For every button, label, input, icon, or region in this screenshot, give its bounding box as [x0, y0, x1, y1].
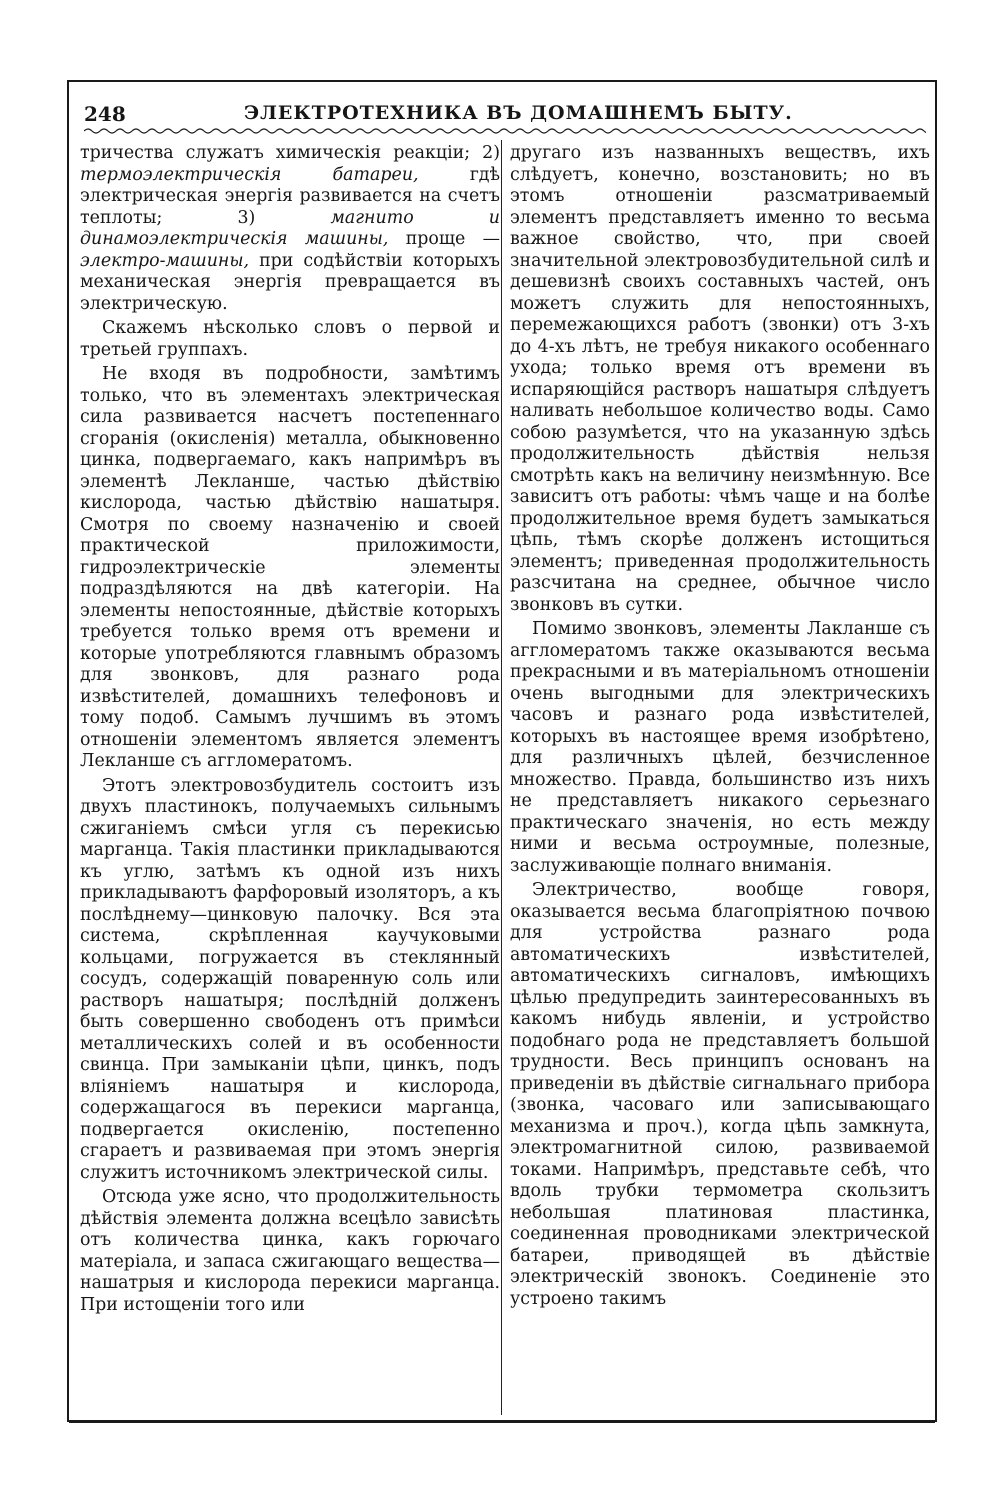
italic-term: магнито и динамоэлектрическія машины, — [80, 207, 500, 249]
running-title: ЭЛЕКТРОТЕХНИКА ВЪ ДОМАШНЕМЪ БЫТУ. — [244, 102, 793, 124]
bottom-rule — [69, 1421, 935, 1423]
text-run: тричества служатъ химическія реакціи; 2) — [80, 143, 500, 163]
text-run: проще — — [388, 229, 500, 249]
text-run: гдѣ электрическая энергія развивается на счетъ теплоты; 3) — [80, 164, 500, 228]
paragraph: другаго изъ названныхъ веществъ, ихъ слѣдуетъ, конечно, возстановить; но въ этомъ отношеніи разсматриваемый элементъ представляетъ именно то весьма важное свойство, что, при своей значительной электровозбудительной силѣ и дешевизнѣ своихъ составныхъ частей, онъ можетъ служить для непостоянныхъ, перемежающихся работъ (звонки) отъ 3-хъ до 4-хъ лѣтъ, не требуя никакого особеннаго ухода; только время отъ времени въ испаряющійся растворъ нашатыря слѣдуетъ наливать небольшое количество воды. Само собою разумѣется, что на указанную здѣсь продолжительность дѣйствія нельзя смотрѣть какъ на величину неизмѣнную. Все зависитъ отъ работы: чѣмъ чаще и на болѣе продолжительное время будетъ замыкаться цѣпь, тѣмъ скорѣе долженъ истощиться элементъ; приведенная продолжительность разсчитана на среднее, обычное число звонковъ въ сутки. — [510, 143, 930, 615]
paragraph — [80, 143, 500, 315]
paragraph: Отсюда уже ясно, что продолжительность дѣйствія элемента должна всецѣло зависѣть отъ количества цинка, какъ горючаго матеріала, и запаса сжигающаго вещества—нашатрыя и кислорода перекиси марганца. При истощеніи того или — [80, 1187, 500, 1315]
paragraph: Не входя въ подробности, замѣтимъ только, что въ элементахъ электрическая сила развивается насчетъ постепеннаго сгоранія (окисленія) металла, обыкновенно цинка, подвергаемаго, какъ напримѣръ въ элементѣ Лекланше, частью дѣйствію кислорода, частью дѣйствію нашатыря. Смотря по своему назначенію и своей практической приложимости, гидроэлектрическіе элементы подраздѣляются на двѣ категоріи. На элементы непостоянные, дѣйствіе которыхъ требуется только время отъ времени и которые употребляются главнымъ образомъ для звонковъ, для разнаго рода извѣстителей, домашнихъ телефоновъ и тому подоб. Самымъ лучшимъ въ этомъ отношеніи элементомъ является элементъ Лекланше съ аггломератомъ. — [80, 364, 500, 771]
paragraph: Электричество, вообще говоря, оказывается весьма благопріятною почвою для устройства разнаго рода автоматическихъ извѣстителей, автоматическихъ сигналовъ, имѣющихъ цѣлью предупредить заинтересованныхъ въ какомъ нибудь явленіи, и устройство подобнаго рода не представляетъ большой трудности. Весь принципъ основанъ на приведеніи въ дѣйствіе сигнальнаго прибора (звонка, часоваго или записывающаго механизма и проч.), когда цѣпь замкнута, электромагнитной силою, развиваемой токами. Напримѣръ, представьте себѣ, что вдоль трубки термометра скользитъ небольшая платиновая пластинка, соединенная проводниками электрической батареи, приводящей въ дѣйствіе электрическій звонокъ. Соединеніе это устроено такимъ — [510, 880, 930, 1309]
paragraph: Помимо звонковъ, элементы Лакланше съ аггломератомъ также оказываются весьма прекрасными и въ матеріальномъ отношеніи очень выгодными для электрическихъ часовъ и разнаго рода извѣстителей, которыхъ въ настоящее время изобрѣтено, для различныхъ цѣлей, безчисленное множество. Правда, большинство изъ нихъ не представляетъ никакого серьезнаго практическаго значенія, но есть между ними и весьма остроумные, полезные, заслуживающіе полнаго вниманія. — [510, 619, 930, 876]
italic-term: электро-машины, — [80, 250, 250, 271]
paragraph: Скажемъ нѣсколько словъ о первой и третьей группахъ. — [80, 318, 500, 360]
header-wavy-rule — [84, 126, 926, 136]
paragraph: Этотъ электровозбудитель состоитъ изъ двухъ пластинокъ, получаемыхъ сильнымъ сжиганіемъ смѣси угля съ перекисью марганца. Такія пластинки прикладываются къ углю, затѣмъ къ одной изъ нихъ прикладываютъ фарфоровый изоляторъ, а къ послѣднему—цинковую палочку. Вся эта система, скрѣпленная каучуковыми кольцами, погружается въ стеклянный сосудъ, содержащій поваренную соль или растворъ нашатыря; послѣдній долженъ быть совершенно свободенъ отъ примѣси металлическихъ солей и въ особенности свинца. При замыканіи цѣпи, цинкъ, подъ вліяніемъ нашатыря и кислорода, содержащагося въ перекиси марганца, подвергается окисленію, постепенно сгараетъ и развиваемая при этомъ энергія служитъ источникомъ электрической силы. — [80, 775, 500, 1183]
column-divider — [501, 140, 502, 1415]
left-column — [80, 143, 500, 1319]
page-number: 248 — [84, 102, 126, 126]
right-column — [510, 143, 930, 1313]
italic-term: термоэлектрическія батареи, — [80, 164, 419, 185]
text-run: при содѣйствіи которыхъ механическая энергія превращается въ электрическую. — [80, 250, 500, 314]
